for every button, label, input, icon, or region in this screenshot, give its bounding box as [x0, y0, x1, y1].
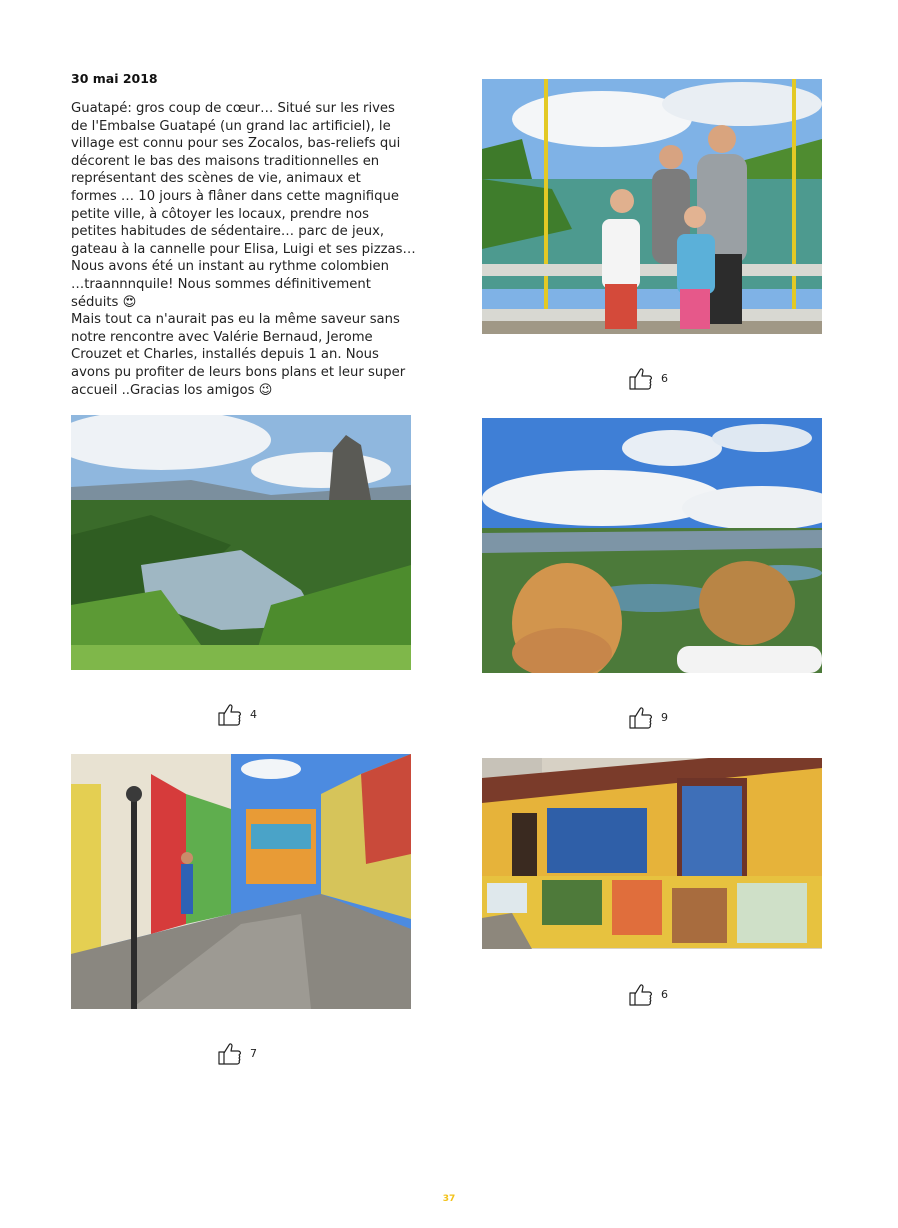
like-count: 9 [661, 711, 668, 724]
post-text-line: formes … 10 jours à flâner dans cette magnifique [71, 188, 399, 204]
post-text-line: notre rencontre avec Valérie Bernaud, Jerome [71, 329, 373, 345]
like-counter[interactable] [217, 702, 257, 727]
thumbs-up-icon[interactable] [628, 705, 653, 730]
like-counter[interactable] [628, 982, 668, 1007]
post-text-line: représentant des scènes de vie, animaux et [71, 171, 361, 187]
post-text-line: accueil ..Gracias los amigos 😉 [71, 382, 273, 398]
post-text-line: petites habitudes de sédentaire… parc de jeux, [71, 224, 385, 240]
like-count: 6 [661, 988, 668, 1001]
like-count: 4 [250, 708, 257, 721]
post-text-line: décorent le bas des maisons traditionnelles en [71, 153, 380, 169]
post-text-line: …traannnquile! Nous sommes définitivement [71, 276, 371, 292]
post-text-line: Crouzet et Charles, installés depuis 1 an. Nous [71, 347, 379, 363]
like-count: 6 [661, 372, 668, 385]
photo-el-penol-rock-and-lake[interactable] [71, 415, 411, 670]
photo-view-over-lakes[interactable] [482, 418, 822, 673]
post-text-line: Guatapé: gros coup de cœur… Situé sur les rives [71, 101, 395, 116]
post-text-line: Mais tout ca n'aurait pas eu la même saveur sans [71, 312, 400, 328]
like-counter[interactable] [217, 1041, 257, 1066]
thumbs-up-icon[interactable] [628, 982, 653, 1007]
post-text-line: Nous avons été un instant au rythme colombien [71, 259, 390, 275]
post-text-line: petite ville, à côtoyer les locaux, prendre nos [71, 206, 369, 222]
photo-zocalo-houses[interactable] [482, 758, 822, 949]
post-text-line: gateau à la cannelle pour Elisa, Luigi et ses pizzas… [71, 241, 416, 257]
post-text-line: séduits 😍 [71, 294, 137, 310]
post-text [71, 100, 416, 399]
thumbs-up-icon[interactable] [628, 366, 653, 391]
thumbs-up-icon[interactable] [217, 702, 242, 727]
post-text-line: village est connu pour ses Zocalos, bas-reliefs qui [71, 136, 401, 152]
post-text-line: de l'Embalse Guatapé (un grand lac artificiel), le [71, 118, 391, 134]
like-counter[interactable] [628, 366, 668, 391]
thumbs-up-icon[interactable] [217, 1041, 242, 1066]
like-counter[interactable] [628, 705, 668, 730]
photo-family-on-bridge[interactable] [482, 79, 822, 334]
like-count: 7 [250, 1047, 257, 1060]
photo-colorful-street[interactable] [71, 754, 411, 1009]
post-text-line: avons pu profiter de leurs bons plans et leur super [71, 364, 406, 380]
post-date: 30 mai 2018 [71, 71, 158, 86]
page-number: 37 [442, 1194, 456, 1204]
